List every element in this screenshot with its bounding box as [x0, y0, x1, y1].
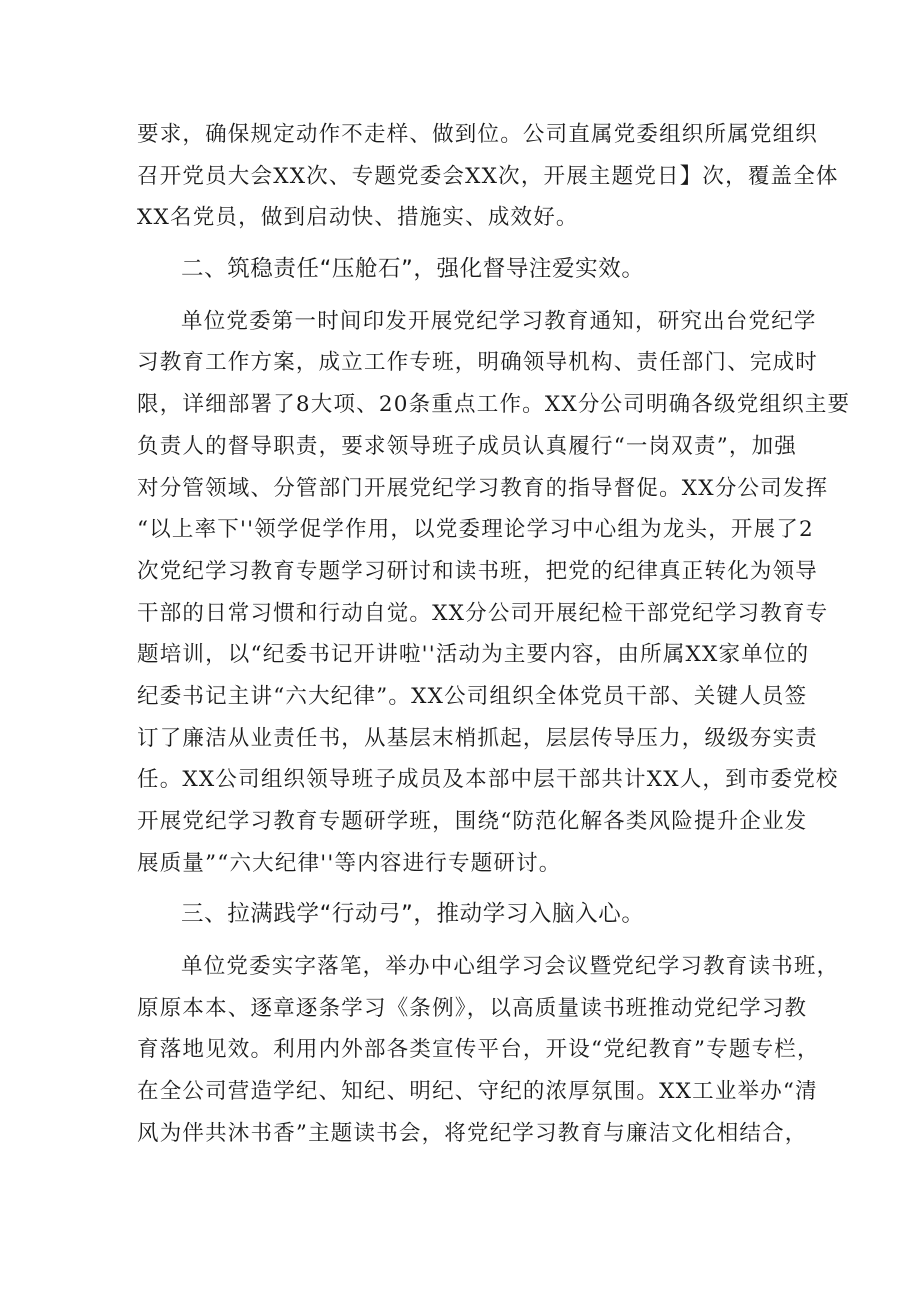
document-body	[137, 114, 851, 1155]
paragraph-line: 在全公司营造学纪、知纪、明纪、守纪的浓厚氛围。XX工业举办“清	[137, 1079, 818, 1105]
paragraph-line: 限，详细部署了8大项、20条重点工作。XX分公司明确各级党组织主要	[137, 392, 851, 418]
paragraph-line: 对分管领域、分管部门开展党纪学习教育的指导督促。XX分公司发挥	[137, 475, 829, 501]
section-heading-3: 三、拉满践学“行动弓”，推动学习入脑入心。	[181, 901, 645, 928]
paragraph-line: 题培训，以“纪委书记开讲啦''活动为主要内容，由所属XX家单位的	[137, 642, 810, 668]
paragraph-line: 负责人的督导职责，要求领导班子成员认真履行“一岗双责”，加强	[137, 433, 797, 459]
paragraph-line: XX名党员，做到启动快、措施实、成效好。	[137, 205, 579, 231]
paragraph-line: 干部的日常习惯和行动自觉。XX分公司开展纪检干部党纪学习教育专	[137, 600, 829, 626]
paragraph-line: 订了廉洁从业责任书，从基层末梢抓起，层层传导压力，级级夯实责	[137, 725, 819, 751]
paragraph-line: 原原本本、逐章逐条学习《条例》，以高质量读书班推动党纪学习教	[137, 995, 808, 1021]
paragraph-line: 纪委书记主讲“六大纪律”。XX公司组织全体党员干部、关键人员签	[137, 683, 808, 709]
paragraph-line: 风为伴共沐书香”主题读书会，将党纪学习教育与廉洁文化相结合，	[137, 1120, 808, 1146]
paragraph-line: 要求，确保规定动作不走样、做到位。公司直属党委组织所属党组织	[137, 122, 819, 147]
paragraph-line: 展质量”“六大纪律''等内容进行专题研讨。	[137, 850, 562, 876]
paragraph-line: “以上率下''领学促学作用，以党委理论学习中心组为龙头，开展了2	[137, 517, 814, 543]
paragraph-line: 育落地见效。利用内外部各类宣传平台，开设“党纪教育”专题专栏，	[137, 1037, 820, 1063]
paragraph-line: 习教育工作方案，成立工作专班，明确领导机构、责任部门、完成时	[137, 350, 819, 376]
paragraph-line: 单位党委第一时间印发开展党纪学习教育通知，研究出台党纪学	[181, 308, 817, 334]
paragraph-line: 次党纪学习教育专题学习研讨和读书班，把党的纪律真正转化为领导	[137, 558, 819, 584]
paragraph-line: 单位党委实字落笔，举办中心组学习会议暨党纪学习教育读书班，	[181, 954, 840, 980]
paragraph-line: 召开党员大会XX次、专题党委会XX次，开展主题党日】次，覆盖全体	[137, 163, 839, 189]
section-heading-2: 二、筑稳责任“压舱石”，强化督导注爱实效。	[181, 256, 645, 283]
paragraph-line: 任。XX公司组织领导班子成员及本部中层干部共计XX人，到市委党校	[137, 767, 839, 793]
paragraph-line: 开展党纪学习教育专题研学班，围绕“防范化解各类风险提升企业发	[137, 809, 808, 834]
